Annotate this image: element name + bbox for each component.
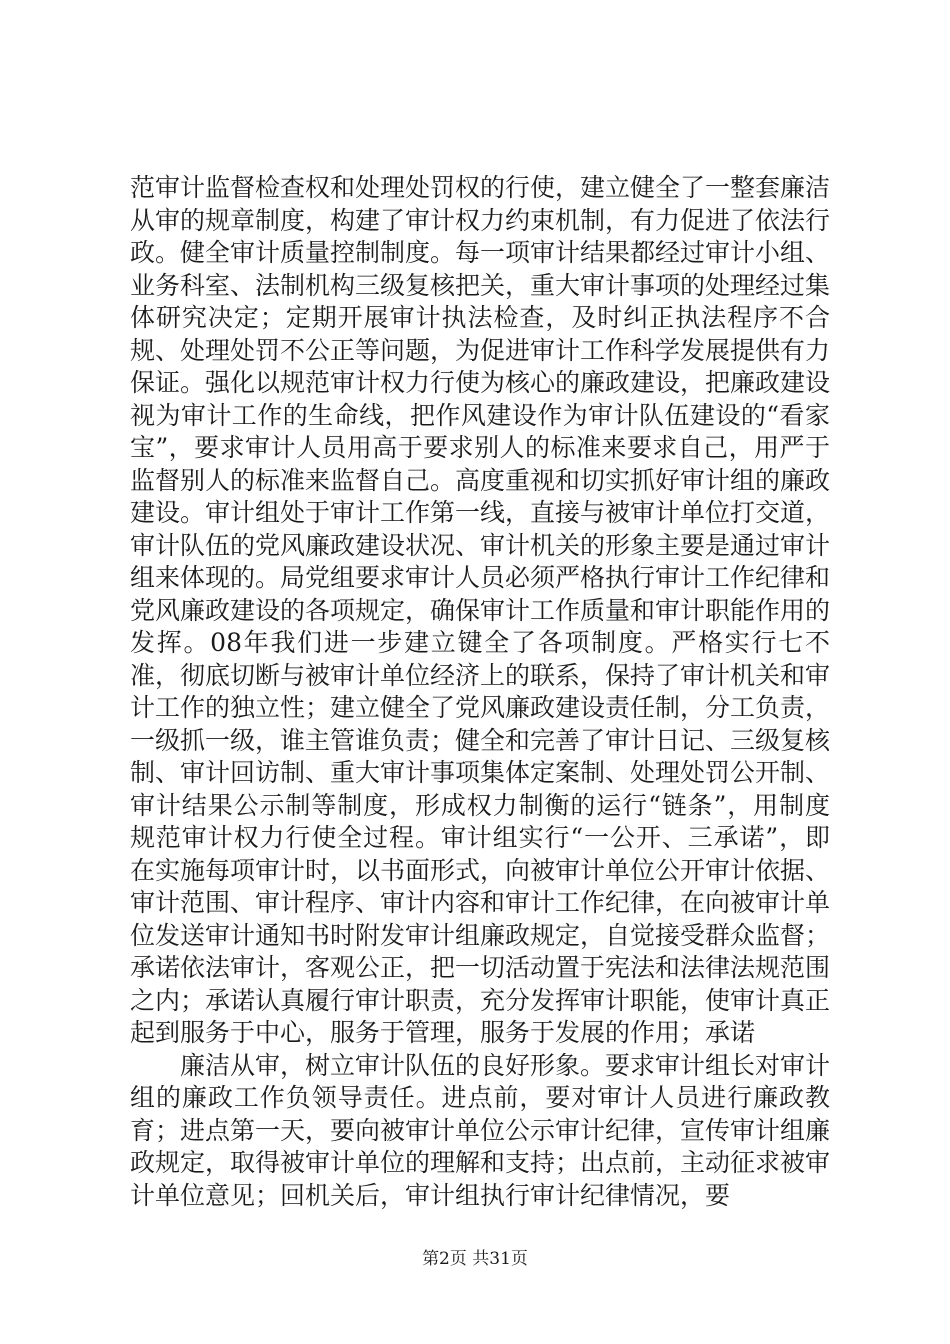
paragraph-continuation: 范审计监督检查权和处理处罚权的行使，建立健全了一整套廉洁从审的规章制度，构建了审计权力约束机制，有力促进了依法行政。健全审计质量控制制度。每一项审计结果都经过审计小组、业务科室、法制机构三级复核把关，重大审计事项的处理经过集体研究决定；定期开展审计执法检查，及时纠正执法程序不合规、处理处罚不公正等问题，为促进审计工作科学发展提供有力保证。强化以规范审计权力行使为核心的廉政建设，把廉政建设视为审计工作的生命线，把作风建设作为审计队伍建设的“看家宝”，要求审计人员用高于要求别人的标准来要求自己，用严于监督别人的标准来监督自己。高度重视和切实抓好审计组的廉政建设。审计组处于审计工作第一线，直接与被审计单位打交道，审计队伍的党风廉政建设状况、审计机关的形象主要是通过审计组来体现的。局党组要求审计人员必须严格执行审计工作纪律和党风廉政建设的各项规定，确保审计工作质量和审计职能作用的发挥。08年我们进一步建立键全了各项制度。严格实行七不准，彻底切断与被审计单位经济上的联系，保持了审计机关和审计工作的独立性；建立健全了党风廉政建设责任制，分工负责，一级抓一级，谁主管谁负责；健全和完善了审计日记、三级复核制、审计回访制、重大审计事项集体定案制、处理处罚公开制、审计结果公示制等制度，形成权力制衡的运行“链条”，用制度规范审计权力行使全过程。审计组实行“一公开、三承诺”，即在实施每项审计时，以书面形式，向被审计单位公开审计依据、审计范围、审计程序、审计内容和审计工作纪律，在向被审计单位发送审计通知书时附发审计组廉政规定，自觉接受群众监督；承诺依法审计，客观公正，把一切活动置于宪法和法律法规范围之内；承诺认真履行审计职责，充分发挥审计职能，使审计真正起到服务于中心，服务于管理，服务于发展的作用；承诺 xyxy=(130,173,831,1047)
body-text xyxy=(130,172,830,1212)
paragraph: 廉洁从审，树立审计队伍的良好形象。要求审计组长对审计组的廉政工作负领导责任。进点前，要对审计人员进行廉政教育；进点第一天，要向被审计单位公示审计纪律，宣传审计组廉政规定，取得被审计单位的理解和支持；出点前，主动征求被审计单位意见；回机关后，审计组执行审计纪律情况，要 xyxy=(130,1050,831,1210)
page-number-footer: 第2页 共31页 xyxy=(422,1249,528,1269)
